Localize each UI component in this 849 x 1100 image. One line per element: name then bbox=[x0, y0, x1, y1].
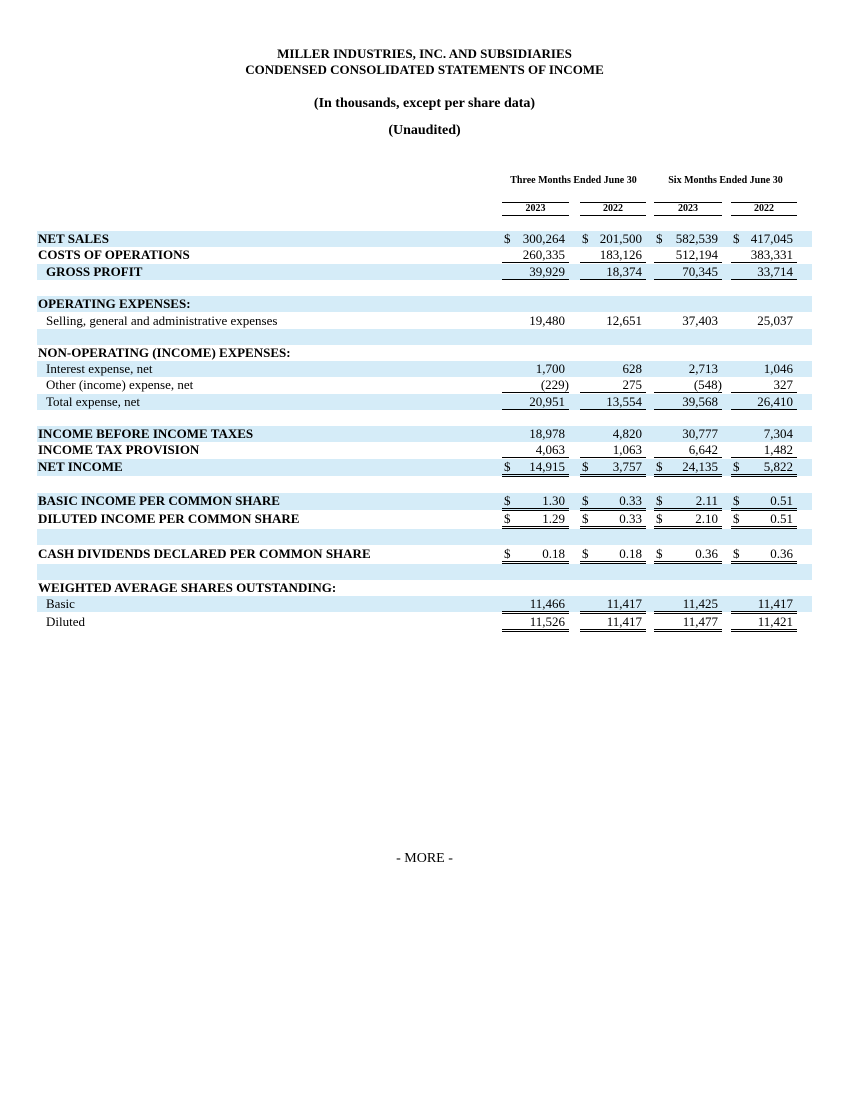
value-cell: $ 0.36 bbox=[654, 546, 722, 564]
table-row bbox=[37, 247, 812, 263]
row-label: CASH DIVIDENDS DECLARED PER COMMON SHARE bbox=[38, 546, 371, 561]
section-heading bbox=[37, 345, 812, 361]
section-heading bbox=[37, 296, 812, 312]
table-row bbox=[37, 313, 812, 329]
value-cell: 26,410 bbox=[731, 394, 797, 410]
company-name: MILLER INDUSTRIES, INC. AND SUBSIDIARIES bbox=[277, 46, 572, 61]
table-row bbox=[37, 442, 812, 458]
row-spacer bbox=[37, 477, 812, 493]
value-cell: $ 300,264 bbox=[504, 231, 565, 246]
value-cell: $ 201,500 bbox=[582, 231, 642, 246]
row-label: GROSS PROFIT bbox=[46, 264, 143, 279]
value-cell: $ 1.30 bbox=[502, 493, 569, 511]
table-row bbox=[37, 546, 812, 563]
year-col-3: 2023 bbox=[654, 202, 722, 216]
value-cell: 327 bbox=[731, 377, 797, 393]
row-spacer bbox=[37, 280, 812, 296]
row-label: Total expense, net bbox=[46, 394, 141, 409]
audit-note: (Unaudited) bbox=[388, 123, 461, 138]
value-cell: 19,480 bbox=[529, 313, 565, 328]
value-cell: 25,037 bbox=[757, 313, 793, 328]
row-label: COSTS OF OPERATIONS bbox=[38, 247, 190, 262]
row-spacer bbox=[37, 410, 812, 426]
value-cell: 11,417 bbox=[580, 614, 646, 632]
value-cell: $ 0.51 bbox=[731, 493, 797, 511]
row-label: WEIGHTED AVERAGE SHARES OUTSTANDING: bbox=[38, 580, 337, 595]
row-label: Basic bbox=[46, 596, 75, 611]
value-cell: 2,713 bbox=[688, 361, 718, 376]
row-spacer bbox=[37, 529, 812, 545]
row-spacer bbox=[37, 329, 812, 345]
units-note: (In thousands, except per share data) bbox=[313, 96, 536, 111]
value-cell: 70,345 bbox=[654, 264, 722, 280]
row-label: Selling, general and administrative expenses bbox=[46, 313, 278, 328]
row-label: OPERATING EXPENSES: bbox=[38, 296, 191, 311]
row-label: NET INCOME bbox=[38, 459, 123, 474]
table-row bbox=[37, 394, 812, 410]
value-cell: 11,425 bbox=[654, 596, 722, 614]
table-row bbox=[37, 426, 812, 442]
value-cell: 18,374 bbox=[580, 264, 646, 280]
value-cell: $ 417,045 bbox=[733, 231, 793, 246]
row-label: INCOME BEFORE INCOME TAXES bbox=[38, 426, 254, 441]
six-months-header: Six Months Ended June 30 bbox=[668, 175, 783, 186]
row-spacer bbox=[37, 564, 812, 580]
row-label: NET SALES bbox=[38, 231, 109, 246]
value-cell: 1,046 bbox=[763, 361, 793, 376]
value-cell: 183,126 bbox=[580, 247, 646, 263]
value-cell: 18,978 bbox=[529, 426, 565, 441]
table-row bbox=[37, 596, 812, 612]
row-label: Diluted bbox=[46, 614, 85, 629]
value-cell: 1,700 bbox=[535, 361, 565, 376]
year-col-2: 2022 bbox=[580, 202, 646, 216]
value-cell: $ 5,822 bbox=[731, 459, 797, 477]
table-row bbox=[37, 511, 812, 528]
value-cell: 4,820 bbox=[612, 426, 642, 441]
row-label: NON-OPERATING (INCOME) EXPENSES: bbox=[38, 345, 291, 360]
value-cell: 275 bbox=[580, 377, 646, 393]
value-cell: 37,403 bbox=[682, 313, 718, 328]
value-cell: $ 0.18 bbox=[502, 546, 569, 564]
row-label: BASIC INCOME PER COMMON SHARE bbox=[38, 493, 280, 508]
value-cell: 11,466 bbox=[502, 596, 569, 614]
value-cell: 39,929 bbox=[502, 264, 569, 280]
value-cell: $ 0.33 bbox=[580, 493, 646, 511]
table-row bbox=[37, 264, 812, 280]
value-cell: 11,477 bbox=[654, 614, 722, 632]
section-heading bbox=[37, 580, 812, 596]
value-cell: 39,568 bbox=[654, 394, 722, 410]
table-row bbox=[37, 493, 812, 510]
table-row bbox=[37, 459, 812, 476]
value-cell: 33,714 bbox=[731, 264, 797, 280]
value-cell: $ 2.11 bbox=[654, 493, 722, 511]
value-cell: 11,526 bbox=[502, 614, 569, 632]
value-cell: 1,482 bbox=[731, 442, 797, 458]
value-cell: $ 3,757 bbox=[580, 459, 646, 477]
value-cell: 4,063 bbox=[502, 442, 569, 458]
value-cell: 11,421 bbox=[731, 614, 797, 632]
value-cell: (548) bbox=[654, 377, 722, 393]
value-cell: 628 bbox=[622, 361, 642, 376]
table-row bbox=[37, 231, 812, 247]
value-cell: $ 0.36 bbox=[731, 546, 797, 564]
value-cell: 383,331 bbox=[731, 247, 797, 263]
row-label: Interest expense, net bbox=[46, 361, 153, 376]
value-cell: 30,777 bbox=[682, 426, 718, 441]
statement-title: CONDENSED CONSOLIDATED STATEMENTS OF INCOME bbox=[245, 62, 604, 77]
value-cell: 512,194 bbox=[654, 247, 722, 263]
value-cell: 1,063 bbox=[580, 442, 646, 458]
value-cell: 260,335 bbox=[502, 247, 569, 263]
value-cell: 20,951 bbox=[502, 394, 569, 410]
year-col-4: 2022 bbox=[731, 202, 797, 216]
value-cell: $ 14,915 bbox=[502, 459, 569, 477]
row-label: Other (income) expense, net bbox=[46, 377, 194, 392]
value-cell: $ 0.33 bbox=[580, 511, 646, 529]
value-cell: 13,554 bbox=[580, 394, 646, 410]
table-row bbox=[37, 361, 812, 377]
value-cell: 11,417 bbox=[580, 596, 646, 614]
value-cell: $ 0.18 bbox=[580, 546, 646, 564]
row-label: DILUTED INCOME PER COMMON SHARE bbox=[38, 511, 300, 526]
table-row bbox=[37, 614, 812, 630]
value-cell: 7,304 bbox=[763, 426, 793, 441]
value-cell: $ 582,539 bbox=[656, 231, 718, 246]
table-row bbox=[37, 377, 812, 393]
row-label: INCOME TAX PROVISION bbox=[38, 442, 200, 457]
value-cell: $ 1.29 bbox=[502, 511, 569, 529]
value-cell: 11,417 bbox=[731, 596, 797, 614]
value-cell: 12,651 bbox=[606, 313, 642, 328]
value-cell: $ 0.51 bbox=[731, 511, 797, 529]
year-col-1: 2023 bbox=[502, 202, 569, 216]
value-cell: $ 24,135 bbox=[654, 459, 722, 477]
value-cell: (229) bbox=[502, 377, 569, 393]
three-months-header: Three Months Ended June 30 bbox=[510, 175, 637, 186]
more-footer: - MORE - bbox=[396, 851, 453, 866]
value-cell: $ 2.10 bbox=[654, 511, 722, 529]
value-cell: 6,642 bbox=[654, 442, 722, 458]
